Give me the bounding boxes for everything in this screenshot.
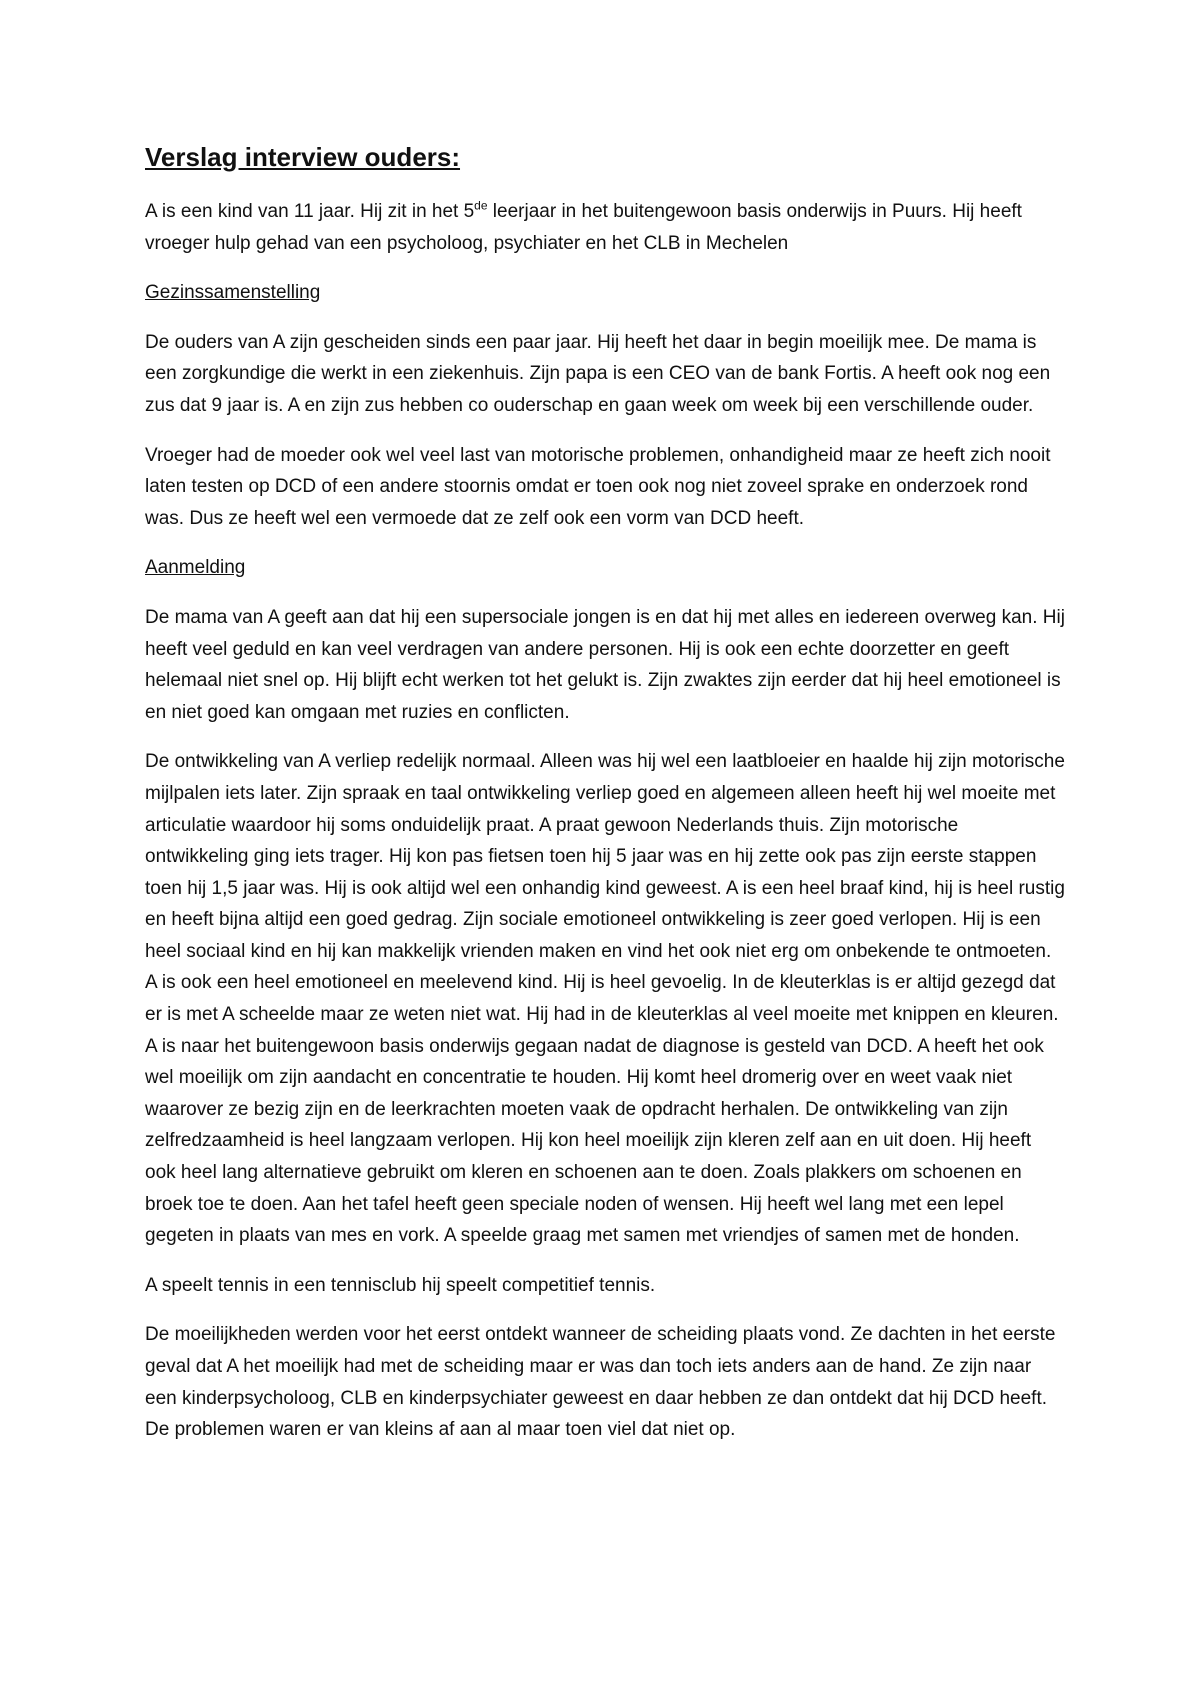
paragraph-aanmelding-1: De mama van A geeft aan dat hij een supersociale jongen is en dat hij met alles en iedereen overweg kan. Hij heeft veel geduld en kan veel verdragen van andere personen. Hij is ook een echte doorzetter en geeft helemaal niet snel op. Hij blijft echt werken tot het gelukt is. Zijn zwaktes zijn eerder dat hij heel emotioneel is en niet goed kan omgaan met ruzies en conflicten. — [145, 606, 1065, 723]
intro-paragraph — [145, 196, 1065, 259]
paragraph-aanmelding-3: A speelt tennis in een tennisclub hij speelt competitief tennis. — [145, 1274, 656, 1296]
intro-superscript: de — [474, 198, 488, 213]
paragraph-gezin-2: Vroeger had de moeder ook wel veel last van motorische problemen, onhandigheid maar ze heeft zich nooit laten testen op DCD of een andere stoornis omdat er toen ook nog niet zoveel sprake en onderzoek rond was. Dus ze heeft wel een vermoede dat ze zelf ook een vorm van DCD heeft. — [145, 444, 1051, 529]
document-page — [145, 140, 1065, 1464]
section-heading-gezinssamenstelling: Gezinssamenstelling — [145, 282, 321, 304]
document-title: Verslag interview ouders: — [145, 142, 461, 172]
section-heading-aanmelding: Aanmelding — [145, 557, 246, 579]
intro-text-start: A is een kind van 11 jaar. Hij zit in het 5 — [145, 201, 475, 222]
paragraph-aanmelding-4: De moeilijkheden werden voor het eerst ontdekt wanneer de scheiding plaats vond. Ze dachten in het eerste geval dat A het moeilijk had met de scheiding maar er was dan toch iets anders aan de hand. Ze zijn naar een kinderpsycholoog, CLB en kinderpsychiater geweest en daar hebben ze dan ontdekt dat hij DCD heeft. De problemen waren er van kleins af aan al maar toen viel dat niet op. — [145, 1324, 1056, 1441]
intro-text-end: leerjaar in het buitengewoon basis onderwijs in Puurs. Hij heeft vroeger hulp gehad van een psycholoog, psychiater en het CLB in Mechelen — [145, 201, 1022, 254]
paragraph-gezin-1: De ouders van A zijn gescheiden sinds een paar jaar. Hij heeft het daar in begin moeilijk mee. De mama is een zorgkundige die werkt in een ziekenhuis. Zijn papa is een CEO van de bank Fortis. A heeft ook nog een zus dat 9 jaar is. A en zijn zus hebben co ouderschap en gaan week om week bij een verschillende ouder. — [145, 331, 1051, 416]
paragraph-aanmelding-2: De ontwikkeling van A verliep redelijk normaal. Alleen was hij wel een laatbloeier en haalde hij zijn motorische mijlpalen iets later. Zijn spraak en taal ontwikkeling verliep goed en algemeen alleen heeft hij wel moeite met articulatie waardoor hij soms onduidelijk praat. A praat gewoon Nederlands thuis. Zijn motorische ontwikkeling ging iets trager. Hij kon pas fietsen toen hij 5 jaar was en hij zette ook pas zijn eerste stappen toen hij 1,5 jaar was. Hij is ook altijd wel een onhandig kind geweest. A is een heel braaf kind, hij is heel rustig en heeft bijna altijd een goed gedrag. Zijn sociale emotioneel ontwikkeling is zeer goed verlopen. Hij is een heel sociaal kind en hij kan makkelijk vrienden maken en vind het ook niet erg om onbekende te ontmoeten. A is ook een heel emotioneel en meelevend kind. Hij is heel gevoelig. In de kleuterklas is er altijd gezegd dat er is met A scheelde maar ze weten niet wat. Hij had in de kleuterklas al veel moeite met knippen en kleuren. A is naar het buitengewoon basis onderwijs gegaan nadat de diagnose is gesteld van DCD. A heeft het ook wel moeilijk om zijn aandacht en concentratie te houden. Hij komt heel dromerig over en weet vaak niet waarover ze bezig zijn en de leerkrachten moeten vaak de opdracht herhalen. De ontwikkeling van zijn zelfredzaamheid is heel langzaam verlopen. Hij kon heel moeilijk zijn kleren zelf aan en uit doen. Hij heeft ook heel lang alternatieve gebruikt om kleren en schoenen aan te doen. Zoals plakkers om schoenen en broek toe te doen. Aan het tafel heeft geen speciale noden of wensen. Hij heeft wel lang met een lepel gegeten in plaats van mes en vork. A speelde graag met samen met vriendjes of samen met de honden. — [145, 751, 1065, 1247]
